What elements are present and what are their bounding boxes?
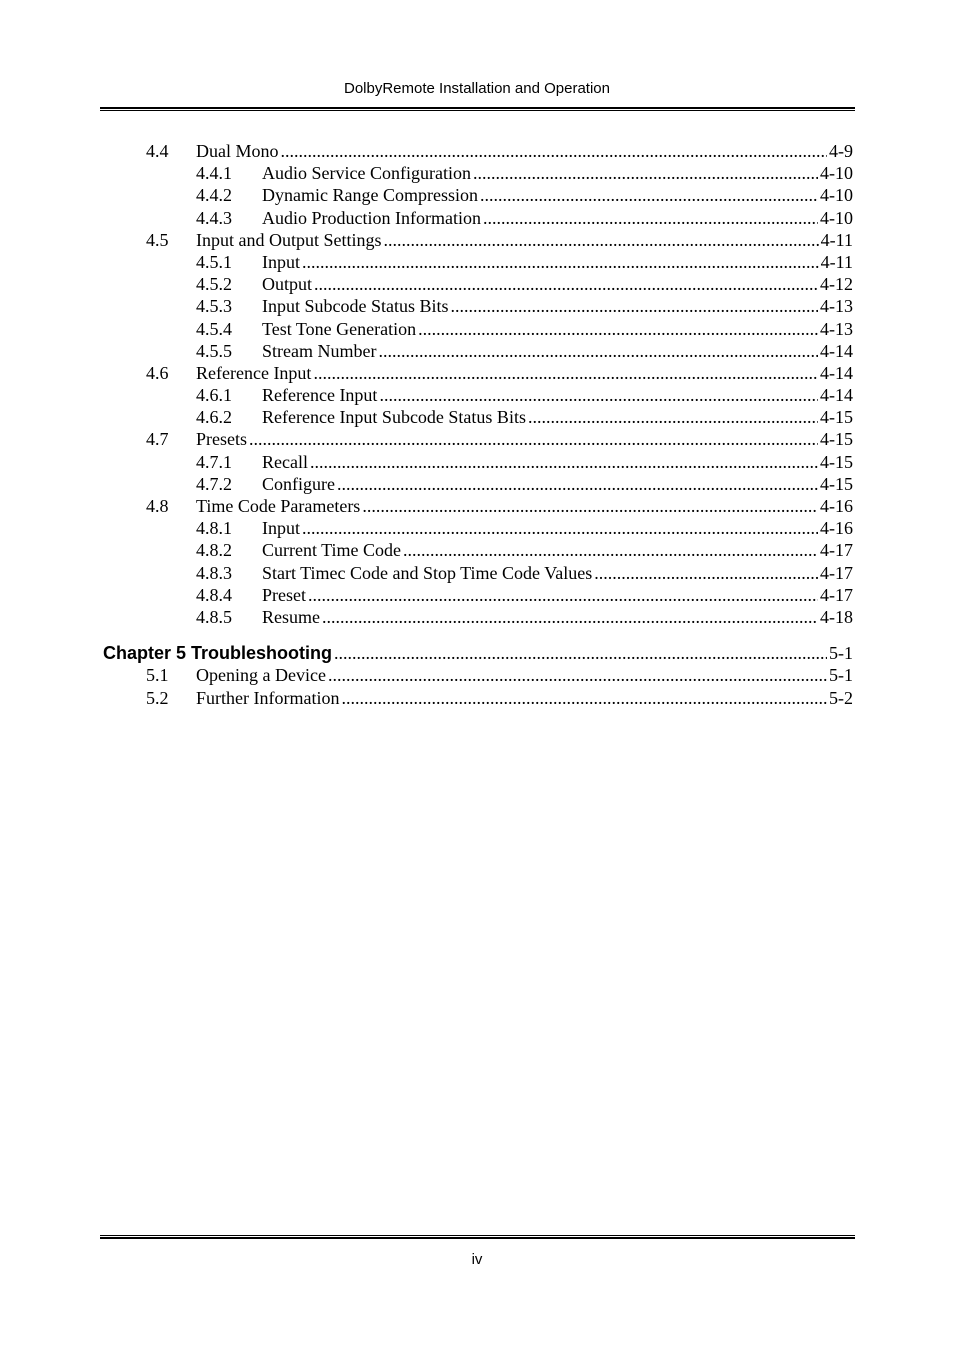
table-of-contents [100,140,853,709]
toc-entry-4-7-1[interactable] [100,451,853,473]
toc-page: 5-1 [829,643,853,664]
toc-page: 4-13 [820,296,853,317]
running-header: DolbyRemote Installation and Operation [344,80,610,97]
toc-entry-4-4-1[interactable] [100,162,853,184]
toc-page: 4-13 [820,318,853,339]
toc-leader [378,340,818,362]
toc-number: 4.5.4 [196,318,232,339]
toc-number: 5.1 [146,665,169,686]
toc-page: 4-17 [820,584,853,605]
toc-page: 5-2 [829,687,853,708]
toc-leader [310,451,818,473]
toc-title: Current Time Code [262,540,402,561]
toc-title: Dynamic Range Compression [262,185,478,206]
toc-leader [341,687,827,709]
toc-leader [473,162,818,184]
toc-entry-4-6-1[interactable] [100,384,853,406]
toc-page: 4-16 [820,518,853,539]
toc-page: 4-10 [820,207,853,228]
toc-page: 4-10 [820,185,853,206]
toc-page: 4-14 [820,362,853,383]
toc-number: 4.8.4 [196,584,232,605]
toc-entry-4-8-4[interactable] [100,584,853,606]
toc-title: Test Tone Generation [262,318,417,339]
toc-number: 4.6.1 [196,385,232,406]
toc-number: 4.4.3 [196,207,232,228]
toc-entry-4-5-4[interactable] [100,318,853,340]
toc-title: Presets [196,429,247,450]
toc-entry-4-6[interactable] [100,362,853,384]
toc-number: 4.8.5 [196,606,232,627]
toc-leader [403,539,818,561]
toc-leader [334,642,827,664]
toc-number: 4.5 [146,229,169,250]
toc-leader [451,295,818,317]
toc-entry-4-8-3[interactable] [100,562,853,584]
toc-leader [362,495,818,517]
toc-entry-4-7[interactable] [100,428,853,450]
toc-title: Reference Input [262,385,378,406]
toc-title: Stream Number [262,340,377,361]
toc-entry-4-4-3[interactable] [100,207,853,229]
toc-title: Output [262,274,313,295]
toc-page: 4-17 [820,562,853,583]
toc-title: Configure [262,473,335,494]
toc-leader [308,584,818,606]
toc-leader [480,184,818,206]
toc-page: 5-1 [829,665,853,686]
page-number: iv [471,1251,483,1268]
toc-title: Reference Input Subcode Status Bits [262,407,526,428]
toc-page: 4-12 [820,274,853,295]
toc-number: 4.4 [146,141,169,161]
toc-leader [322,606,818,628]
toc-entry-chapter-5[interactable] [100,642,853,664]
toc-entry-4-5-5[interactable] [100,340,853,362]
toc-number: 4.7.1 [196,451,232,472]
toc-leader [249,428,818,450]
toc-number: 4.7 [146,429,169,450]
toc-page: 4-14 [820,340,853,361]
toc-entry-5-1[interactable] [100,664,853,686]
toc-title: Time Code Parameters [196,496,361,516]
footer-rule [100,1235,855,1239]
toc-leader [594,562,818,584]
toc-number: 4.4.1 [196,163,232,184]
toc-title: Recall [262,451,308,472]
toc-leader [418,318,818,340]
toc-number: 4.8.3 [196,562,232,583]
toc-entry-4-5[interactable] [100,229,853,251]
toc-number: 4.8 [146,496,169,516]
toc-title: Input and Output Settings [196,229,382,250]
toc-title: Resume [262,606,320,627]
toc-leader [379,384,818,406]
toc-number: 4.5.1 [196,251,232,272]
toc-number: 4.5.5 [196,340,232,361]
toc-entry-4-4-2[interactable] [100,184,853,206]
toc-number: 4.8.2 [196,540,232,561]
toc-entry-4-8[interactable] [100,495,853,517]
toc-leader [313,362,818,384]
toc-entry-4-6-2[interactable] [100,406,853,428]
toc-page: 4-17 [820,540,853,561]
toc-page: 4-15 [820,407,853,428]
toc-number: 4.6.2 [196,407,232,428]
toc-entry-4-5-3[interactable] [100,295,853,317]
toc-number: 5.2 [146,687,169,708]
toc-leader [302,517,818,539]
toc-page: 4-15 [820,451,853,472]
toc-page: 4-10 [820,163,853,184]
toc-number: 4.8.1 [196,518,232,539]
toc-leader [302,251,819,273]
toc-page: 4-14 [820,385,853,406]
toc-title: Opening a Device [196,665,326,686]
toc-title: Input [262,251,300,272]
toc-leader [328,664,827,686]
toc-entry-4-5-2[interactable] [100,273,853,295]
toc-entry-4-7-2[interactable] [100,473,853,495]
toc-number: 4.5.2 [196,274,232,295]
toc-title: Dual Mono [196,141,279,161]
toc-number: 4.5.3 [196,296,232,317]
toc-entry-4-8-5[interactable] [100,606,853,628]
toc-page: 4-16 [820,496,853,516]
toc-page: 4-15 [820,429,853,450]
toc-page: 4-9 [829,141,853,161]
toc-page: 4-11 [820,251,853,272]
toc-entry-4-8-1[interactable] [100,517,853,539]
toc-entry-4-5-1[interactable] [100,251,853,273]
toc-leader [337,473,818,495]
toc-title: Input [262,518,300,539]
toc-leader [483,207,818,229]
toc-number: 4.6 [146,362,169,383]
toc-page: 4-18 [820,606,853,627]
toc-leader [384,229,819,251]
toc-entry-5-2[interactable] [100,687,853,709]
toc-page: 4-15 [820,473,853,494]
toc-leader [314,273,818,295]
toc-entry-4-4[interactable] [100,140,853,162]
toc-title: Reference Input [196,362,312,383]
toc-number: 4.4.2 [196,185,232,206]
toc-title: Audio Production Information [262,207,481,228]
toc-leader [528,406,818,428]
toc-page: 4-11 [820,229,853,250]
toc-title: Further Information [196,687,340,708]
toc-chapter-title: Chapter 5 Troubleshooting [103,643,333,664]
toc-title: Input Subcode Status Bits [262,296,449,317]
toc-title: Preset [262,584,306,605]
toc-title: Audio Service Configuration [262,163,471,184]
header-rule [100,107,855,111]
toc-leader [281,140,828,162]
toc-title: Start Timec Code and Stop Time Code Values [262,562,593,583]
toc-number: 4.7.2 [196,473,232,494]
toc-entry-4-8-2[interactable] [100,539,853,561]
